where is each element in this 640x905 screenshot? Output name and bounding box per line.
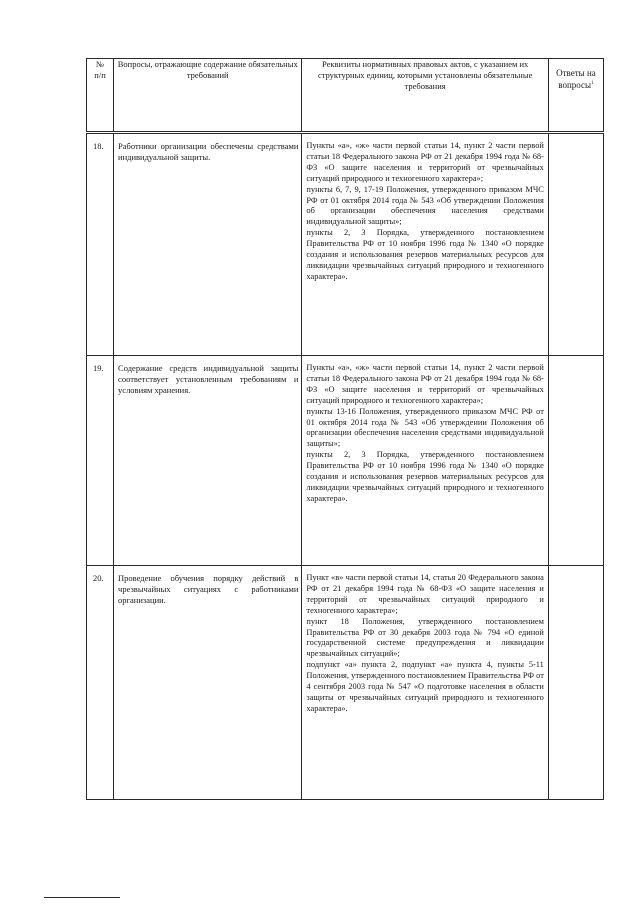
table-header-row: [87, 59, 604, 133]
header-answers-label: Ответы на вопросы: [556, 68, 596, 90]
header-number: [87, 59, 114, 133]
checklist-table: [86, 58, 604, 800]
footnote-marker: 1: [591, 81, 594, 86]
row-answer-cell[interactable]: [548, 133, 603, 356]
row-question: Работники организации обеспечены средствами индивидуальной защиты.: [114, 133, 302, 356]
requisite-paragraph: Пункты «а», «ж» части первой статьи 14, пункт 2 части первой статьи 18 Федерального закона РФ от 21 декабря 1994 года № 68-ФЗ «О защите населения и территорий от чрезвычайных ситуаций природного и техногенного характера»;: [306, 141, 544, 183]
header-questions-label: Вопросы, отражающие содержание обязательных требований: [117, 59, 298, 80]
footnote-separator: [44, 897, 120, 898]
row-number: 19.: [87, 356, 114, 566]
header-requisites: [302, 59, 548, 133]
requisite-paragraph: пункты 2, 3 Порядка, утвержденного постановлением Правительства РФ от 10 ноября 1996 года № 1340 «О порядке создания и использования резервов материальных ресурсов для ликвидации чрезвычайных ситуаций природного и техногенного характера».: [306, 450, 544, 503]
row-requisites: [302, 356, 548, 566]
row-number: 18.: [87, 133, 114, 356]
table-row: [87, 356, 604, 566]
requisite-paragraph: пункт 18 Положения, утвержденного постановлением Правительства РФ от 30 декабря 2003 года № 794 «О единой государственной системе предупреждения и ликвидации чрезвычайных ситуаций»;: [306, 616, 544, 659]
requisite-paragraph: подпункт «а» пункта 2, подпункт «а» пункта 4, пункты 5-11 Положения, утвержденного постановлением Правительства РФ от 4 сентября 2003 года № 547 «О подготовке населения в области защиты от чрезвычайных ситуаций природного и техногенного характера».: [306, 660, 544, 713]
row-answer-cell[interactable]: [548, 566, 603, 800]
row-question: Проведение обучения порядку действий в чрезвычайных ситуациях с работниками организации.: [114, 566, 302, 800]
row-answer-cell[interactable]: [548, 356, 603, 566]
requisite-paragraph: пункты 2, 3 Порядка, утвержденного постановлением Правительства РФ от 10 ноября 1996 года № 1340 «О порядке создания и использования резервов материальных ресурсов для ликвидации чрезвычайных ситуаций природного и техногенного характера».: [306, 228, 544, 281]
requisite-paragraph: пункты 13-16 Положения, утвержденного приказом МЧС РФ от 01 октября 2014 года № 543 «Об утверждении Положения об организации обеспечения населения средствами индивидуальной защиты»;: [306, 406, 544, 449]
table-row: [87, 133, 604, 356]
header-answers: [548, 59, 603, 133]
table-row: [87, 566, 604, 800]
requisite-paragraph: Пункт «в» части первой статьи 14, статья 20 Федерального закона РФ от 21 декабря 1994 года № 68-ФЗ «О защите населения и территорий от чрезвычайных ситуаций природного и техногенного характера»;: [306, 573, 544, 615]
row-question: Содержание средств индивидуальной защиты соответствует установленным требованиям и условиям хранения.: [114, 356, 302, 566]
row-requisites: [302, 133, 548, 356]
row-number: 20.: [87, 566, 114, 800]
header-questions: [114, 59, 302, 133]
requisite-paragraph: пункты 6, 7, 9, 17-19 Положения, утвержденного приказом МЧС РФ от 01 октября 2014 года № 543 «Об утверждении Положения об организации обеспечения населения средствами индивидуальной защиты»;: [306, 184, 544, 227]
header-number-label: № п/п: [94, 59, 106, 80]
header-requisites-label: Реквизиты нормативных правовых актов, с указанием их структурных единиц, которыми установлены обязательные требования: [317, 59, 533, 91]
row-requisites: [302, 566, 548, 800]
requisite-paragraph: Пункты «а», «ж» части первой статьи 14, пункт 2 части первой статьи 18 Федерального закона РФ от 21 декабря 1994 года № 68-ФЗ «О защите населения и территорий от чрезвычайных ситуаций природного и техногенного характера»;: [306, 363, 544, 405]
